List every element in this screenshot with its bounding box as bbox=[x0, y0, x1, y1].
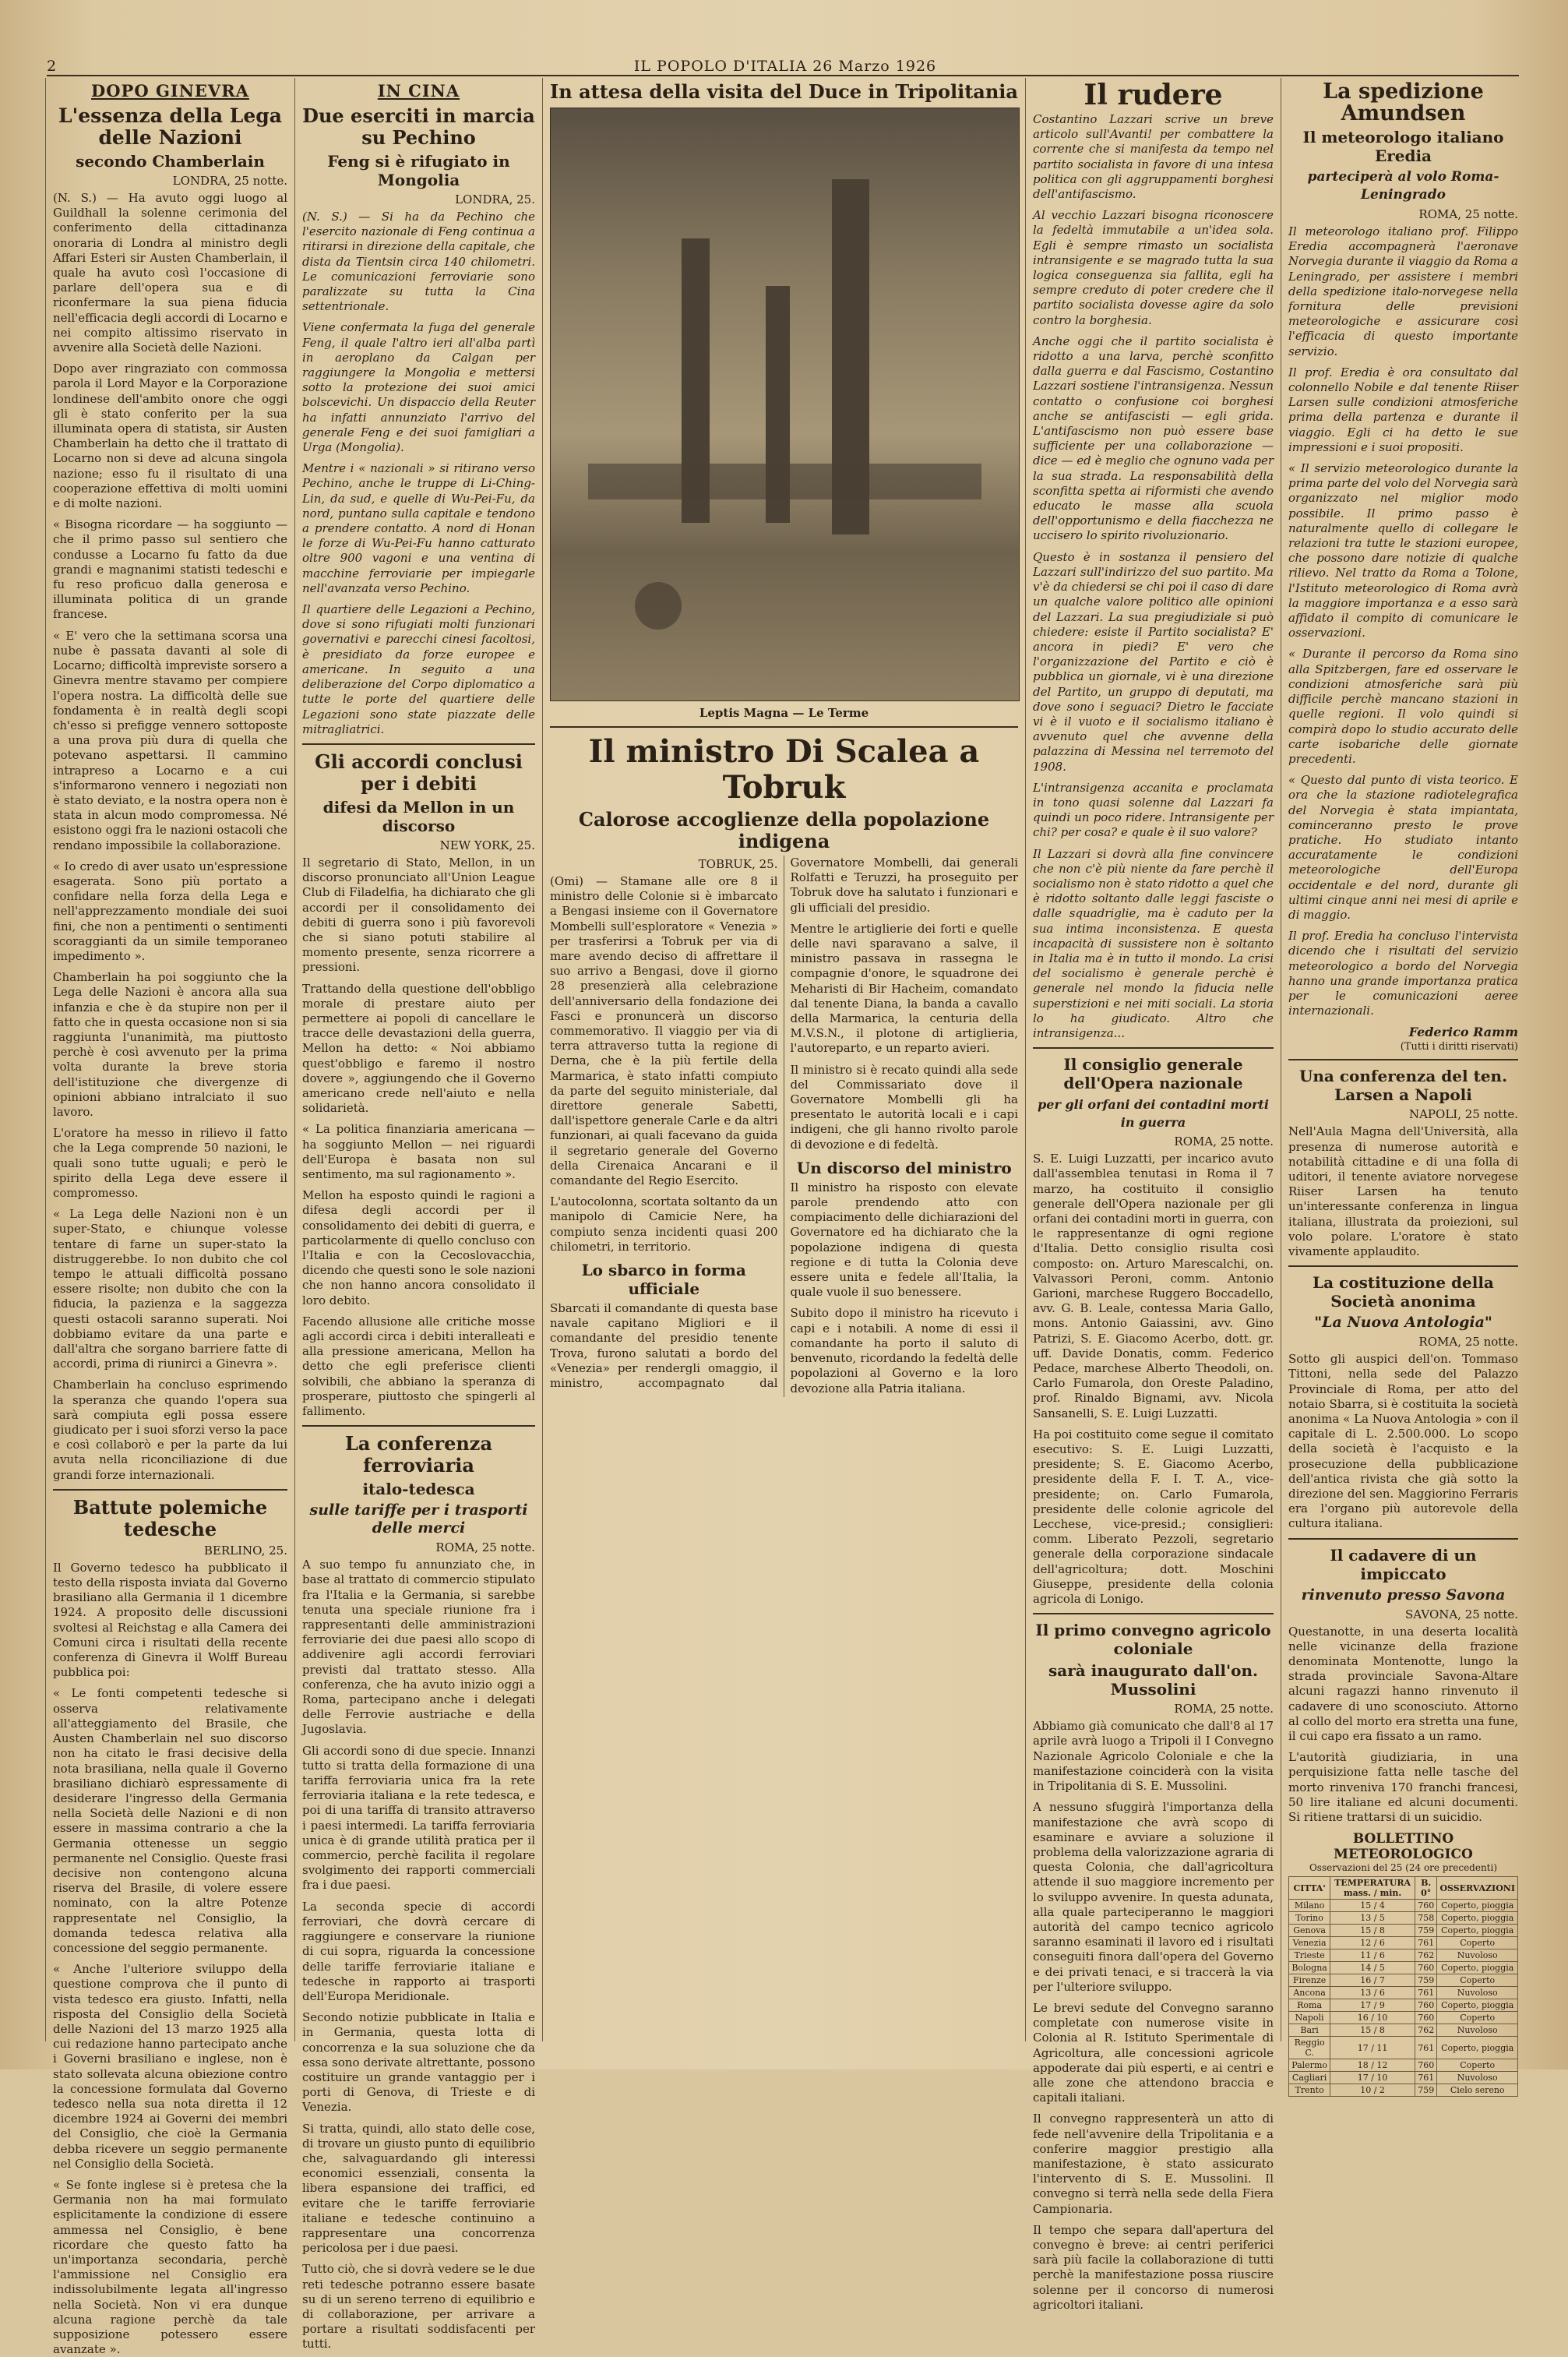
dateline: ROMA, 25 notte. bbox=[1174, 1134, 1274, 1149]
paragraph: Al vecchio Lazzari bisogna riconoscere la fedeltà immutabile a un'idea sola. Egli è sempre rimasto un socialista intransigente e se magrado tutta la sua logica conseguenza sia fallita, egli ha sempre creduto di poter credere che il partito socialista dovesse agire da solo contro la borghesia. bbox=[1033, 208, 1274, 327]
paragraph: (Omi) — Stamane alle ore 8 il ministro delle Colonie si è imbarcato a Bengasi insieme con il Governatore Mombelli sull'esploratore « Venezia » per trasferirsi a Tobruk per via di mare avendo deciso di affrettare il suo arrivo a Bengasi, dove il giorno 28 presenzierà alla celebrazione dell'anniversario della fondazione dei Fasci e pronuncerà un discorso commemorativo. Il viaggio per via di terra attraverso tutta la regione di Derna, che è la più fertile della Marmarica, è stato infatti compiuto da parte del seguito ministeriale, dal direttore generale Sabetti, dall'ispettore generale Carle e da altri funzionari, ai quali facevano da guida il segretario generale del Governo della Cirenaica Ancarani e il comandante del Regio Esercito. bbox=[550, 874, 778, 1188]
weather-column-header: OSSERVAZIONI bbox=[1437, 1877, 1518, 1900]
headline: Il ministro Di Scalea a Tobruk bbox=[588, 733, 980, 806]
paragraph: Il Governo tedesco ha pubblicato il testo della risposta inviata dal Governo brasiliano alla Germania il 1 dicembre 1924. A proposito delle discussioni svoltesi al Reichstag e alla Camera dei Comuni circa i risultati della recente conferenza di Ginevra il Wolff Bureau pubblica poi: bbox=[53, 1560, 287, 1680]
weather-cell: 12 / 6 bbox=[1330, 1937, 1415, 1949]
weather-cell: 760 bbox=[1415, 2012, 1436, 2024]
weather-cell: 762 bbox=[1415, 1949, 1436, 1962]
weather-row bbox=[1289, 2012, 1518, 2024]
weather-row bbox=[1289, 1937, 1518, 1949]
paragraph: « Anche l'ulteriore sviluppo della questione comprova che il punto di vista tedesco era giusto. Infatti, nella risposta del Consiglio della Società delle Nazioni del 13 marzo 1925 alla cui redazione hanno partecipato anche i Governi brasiliano e inglese, non è stato sollevata alcuna obiezione contro la concessione formulata dal Governo tedesco nella sua nota diretta il 12 dicembre 1924 ai Governi dei membri del Consiglio, che cioè la Germania debba ricevere un seggio permanente nel Consiglio della Società. bbox=[53, 1962, 287, 2171]
weather-cell: Trento bbox=[1289, 2084, 1330, 2097]
weather-row bbox=[1289, 2072, 1518, 2084]
photo-caption: Leptis Magna — Le Terme bbox=[699, 706, 869, 720]
weather-row bbox=[1289, 2084, 1518, 2097]
weather-cell: Nuvoloso bbox=[1437, 1949, 1518, 1962]
weather-table bbox=[1288, 1876, 1518, 2097]
paragraph: Il convegno rappresenterà un atto di fede nell'avvenire della Tripolitania e a conferire maggior prestigio alla manifestazione, è stato assicurato l'intervento di S. E. Mussolini. Il convegno si terrà nella sede della Fiera Campionaria. bbox=[1033, 2112, 1274, 2216]
paragraph: Mentre le artiglierie dei forti e quelle delle navi sparavano a salve, il ministro passava in rassegna le compagnie d'onore, le squadrone dei Meharisti di Bir Hacheim, comandato dal tenente Diana, la banda a cavallo della Marmarica, la centuria della M.V.S.N., il plotone di artiglieria, l'autoreparto, e un reparto avieri. bbox=[790, 921, 1018, 1056]
weather-cell: 760 bbox=[1415, 1900, 1436, 1912]
weather-cell: Coperto, pioggia bbox=[1437, 1999, 1518, 2012]
weather-cell: 759 bbox=[1415, 1925, 1436, 1937]
weather-row bbox=[1289, 1974, 1518, 1987]
paragraph: A suo tempo fu annunziato che, in base al trattato di commercio stipulato fra l'Italia e la Germania, si sarebbe tenuta una speciale riunione fra i rappresentanti delle amministrazioni ferroviarie dei due paesi allo scopo di addivenire agli accordi ferroviari previsti dal trattato stesso. Alla conferenza, che ha avuto inizio oggi a Roma, partecipano anche i delegati delle Ferrovie austriache e della Jugoslavia. bbox=[302, 1558, 535, 1737]
paragraph: « Questo dal punto di vista teorico. E ora che la stazione radiotelegrafica del Norvegia è stata impiantata, cominceranno presto le prove pratiche. Ho studiato intanto accuratamente le condizioni meteorologiche dell'Europa occidentale e del nord, durante gli ultimi cinque anni nei mesi di aprile e di maggio. bbox=[1288, 773, 1518, 922]
paragraph: Trattando della questione dell'obbligo morale di prestare aiuto per permettere ai popoli di cancellare le tracce delle devastazioni della guerra, Mellon ha detto: « Noi abbiamo quest'obbligo e faremo il nostro dovere », aggiungendo che il Governo americano crede nell'aiuto e nella solidarietà. bbox=[302, 981, 535, 1116]
paragraph: Il ministro ha risposto con elevate parole prendendo atto con compiacimento delle dichiarazioni del Governatore ed ha dichiarato che la popolazione indigena di questa regione e di tutta la Colonia deve essere unita e fedele all'Italia, la quale vuole il suo benessere. bbox=[790, 1180, 1018, 1300]
subhead: Lo sbarco in forma ufficiale bbox=[581, 1261, 746, 1299]
paragraph: Mentre i « nazionali » si ritirano verso Pechino, anche le truppe di Li-Ching-Lin, da sud, e quelle di Wu-Pei-Fu, da nord, puntano sulla capitale e tendono a prendere contatto. A nord di Honan le forze di Wu-Pei-Fu hanno catturato oltre 900 vagoni e una ventina di macchine ferroviarie per impiegarle nell'avanzata verso Pechino. bbox=[302, 461, 535, 595]
weather-cell: Venezia bbox=[1289, 1937, 1330, 1949]
weather-row bbox=[1289, 1925, 1518, 1937]
paragraph: « Bisogna ricordare — ha soggiunto — che il primo passo sul sentiero che condusse a Locarno fu fatto da due grandi e magnanimi statisti tedeschi e fu reso proficuo dalla generosa e illuminata politica di un grande francese. bbox=[53, 517, 287, 622]
weather-cell: Nuvoloso bbox=[1437, 1987, 1518, 1999]
column-tripolitania bbox=[542, 78, 1025, 2041]
weather-cell: 17 / 11 bbox=[1330, 2037, 1415, 2059]
paragraph: Abbiamo già comunicato che dall'8 al 17 aprile avrà luogo a Tripoli il I Convegno Nazionale Agricolo Coloniale e che la manifestazione coinciderà con la visita in Tripolitania di S. E. Mussolini. bbox=[1033, 1719, 1274, 1794]
headline: La costituzione della Società anonima bbox=[1313, 1273, 1494, 1311]
paragraph: Il Lazzari si dovrà alla fine convincere che non c'è più niente da fare perchè il socialismo non è stato ridotto a quel che è ridotto soltanto dalle leggi fasciste o dalle squadriglie, ma è caduto per la sua intima inconsistenza. E questa incapacità di sussistere non è soltanto in Italia ma è in tutto il mondo. La crisi del socialismo è generale perchè è generale nel mondo la fiducia nelle superstizioni e nei miti sociali. La storia lo ha giudicato. Altro che intransigenza... bbox=[1033, 846, 1274, 1040]
paragraph: Mellon ha esposto quindi le ragioni a difesa degli accordi per il consolidamento dei debiti di guerra, e particolarmente di quello concluso con l'Italia e con la Cecoslovacchia, dicendo che questi sono le sole nazioni che non hanno ancora consolidato il loro debito. bbox=[302, 1188, 535, 1307]
paragraph: Il quartiere delle Legazioni a Pechino, dove si sono rifugiati molti funzionari governativi e parecchi cinesi facoltosi, è presidiato da forze europee e americane. In seguito a una deliberazione del Corpo diplomatico a tutte le porte del quartiere delle Legazioni sono state piazzate delle mitragliatrici. bbox=[302, 602, 535, 736]
paragraph: A nessuno sfuggirà l'importanza della manifestazione che avrà scopo di esaminare e avviare a soluzione il problema della valorizzazione agraria di questa Colonia, che dall'agricoltura attende il suo maggiore incremento per lo sviluppo avvenire. In questa adunata, alla quale parteciperanno le maggiori autorità del campo tecnico agricolo saranno esaminati il lavoro ed i risultati conseguiti finora dall'opera del Governo e dei privati tenaci, e si traccerà la via per l'ulteriore sviluppo. bbox=[1033, 1800, 1274, 1994]
paragraph: Il prof. Eredia è ora consultato dal colonnello Nobile e dal tenente Riiser Larsen sulle condizioni atmosferiche prima della partenza e durante il viaggio. Egli ci ha detto le sue impressioni e i suoi propositi. bbox=[1288, 365, 1518, 454]
paragraph: « Il servizio meteorologico durante la prima parte del volo del Norvegia sarà organizzato nel miglior modo possibile. Il primo passo è naturalmente quello di collegare le relazioni tra tutte le stazioni europee, che possono dare notizie di qualche rilievo. Nel tratto da Roma a Tolone, l'Istituto meteorologico di Roma avrà la maggiore importanza e a esso sarà affidato il compito di comunicare le osservazioni. bbox=[1288, 461, 1518, 640]
paragraph: Sbarcati il comandante di questa base navale capitano Migliori e il comandante del presidio tenente Trova, furono salutati a bordo del «Venezia» per rendergli omaggio, il ministro, accompagnato dal Governatore Mombelli, dai generali Rolfatti e Teruzzi, ha proseguito per Tobruk dove ha salutato i funzionari e gli ufficiali del presidio. bbox=[550, 856, 1018, 1391]
weather-cell: 758 bbox=[1415, 1912, 1436, 1925]
weather-body bbox=[1289, 1900, 1518, 2097]
weather-cell: Cielo sereno bbox=[1437, 2084, 1518, 2097]
weather-row bbox=[1289, 1999, 1518, 2012]
dateline: LONDRA, 25. bbox=[455, 192, 535, 206]
weather-cell: 761 bbox=[1415, 1937, 1436, 1949]
weather-row bbox=[1289, 2037, 1518, 2059]
paragraph: (N. S.) — Si ha da Pechino che l'esercito nazionale di Feng continua a ritirarsi in direzione della capitale, che dista da Tientsin circa 140 chilometri. Le comunicazioni ferroviarie sono paralizzate su tutta la Cina settentrionale. bbox=[302, 210, 535, 314]
paragraph: « Se fonte inglese si è pretesa che la Germania non ha mai formulato esplicitamente la condizione di essere ammessa nel Consiglio, è bene ricordare che questo fatto ha un'importanza secondaria, perchè l'ammissione nel Consiglio era indissolubilmente legata all'ingresso nella Società. Non vi era dunque alcuna ragione perchè da tale supposizione potessero essere avanzate ». bbox=[53, 2177, 287, 2357]
weather-cell: 760 bbox=[1415, 1999, 1436, 2012]
subhead: "La Nuova Antologia" bbox=[1314, 1314, 1492, 1332]
weather-cell: 761 bbox=[1415, 2072, 1436, 2084]
dateline: TOBRUK, 25. bbox=[698, 857, 778, 871]
divider bbox=[550, 726, 1018, 728]
headline: Battute polemiche tedesche bbox=[72, 1495, 268, 1540]
paragraph: Questo è in sostanza il pensiero del Lazzari sull'indirizzo del suo partito. Ma v'è da chiedersi se chi poi il caso di dare un qualche valore politico alle opinioni del Lazzari. La sua pregiudiziale si può chiedere: esiste il Partito socialista? E' ancora in piedi? E' vero che l'organizzazione del Partito e ciò è pubblica un giornale, vi è una direzione del Partito, un gruppo di deputati, ma dove sono i seguaci? Dietro le facciate vi è il vuoto e il socialismo italiano è avvenuto quel che avvenne della palazzina di Messina nel terremoto del 1908. bbox=[1033, 549, 1274, 774]
paragraph: Ha poi costituito come segue il comitato esecutivo: S. E. Luigi Luzzatti, presidente; S. E. Giacomo Acerbo, presidente della F. I. T. A., vice-presidente; on. Carlo Fumarola, presidente delle colonie agricole del Lecchese, vice-presid.; consiglieri: comm. Liberato Pezzoli, segretario generale della corporazione sindacale dell'agricoltura; dott. Moschini Giuseppe, presidente della colonia agricola di Lonigo. bbox=[1033, 1427, 1274, 1607]
divider bbox=[1288, 1538, 1518, 1540]
weather-cell: Nuvoloso bbox=[1437, 2024, 1518, 2037]
paragraph: La seconda specie di accordi ferroviari, che dovrà cercare di raggiungere e conservare la riunione di cui sopra, riguarda la concessione delle tariffe ferroviarie italiane e tedesche in rapporto ai trasporti dell'Europa Meridionale. bbox=[302, 1899, 535, 2003]
paragraph: S. E. Luigi Luzzatti, per incarico avuto dall'assemblea tenutasi in Roma il 7 marzo, ha costituito il consiglio generale dell'Opera nazionale per gli orfani dei contadini morti in guerra, con le rappresentanze di ogni regione d'Italia. Detto consiglio risulta così composto: on. Arturo Marescalchi, on. Valvassori Peroni, comm. Antonio Garioni, marchese Ruggero Boccadello, avv. G. B. Leale, contessa Maria Gallo, mons. Antonio Gaiassini, avv. Gino Patrizi, S. E. Giacomo Acerbo, dott. gr. uff. Davide Donatis, comm. Federico Pedace, marchese Alberto Theodoli, on. Carlo Fumarola, don Oreste Paladino, prof. Rinaldo Bignami, avv. Nicola Sansanelli, S. E. Luigi Luzzatti. bbox=[1033, 1152, 1274, 1420]
headline: Due eserciti in marcia su Pechino bbox=[302, 104, 535, 149]
dateline: NAPOLI, 25 notte. bbox=[1408, 1107, 1518, 1122]
weather-cell: Napoli bbox=[1289, 2012, 1330, 2024]
dateline: NEW YORK, 25. bbox=[439, 838, 535, 852]
headline: Il primo convegno agricolo coloniale bbox=[1035, 1621, 1271, 1659]
weather-cell: Cagliari bbox=[1289, 2072, 1330, 2084]
subhead: per gli orfani dei contadini morti in guerra bbox=[1038, 1097, 1269, 1131]
weather-column-header: TEMPERATURA mass. / min. bbox=[1330, 1877, 1415, 1900]
weather-cell: Palermo bbox=[1289, 2059, 1330, 2072]
weather-cell: 17 / 9 bbox=[1330, 1999, 1415, 2012]
headline: La spedizione Amundsen bbox=[1323, 79, 1484, 125]
paragraph: Sotto gli auspici dell'on. Tommaso Tittoni, nella sede del Palazzo Provinciale di Roma, per atto del notaio Sbarra, si è costituita la società anonima « La Nuova Antologia » con il capitale di L. 2.500.000. Lo scopo della società è l'acquisto e la prosecuzione della pubblicazione dell'antica rivista che già sotto la direzione del sen. Maggiorino Ferraris era l'organo più autorevole della cultura italiana. bbox=[1288, 1352, 1518, 1531]
dateline: SAVONA, 25 notte. bbox=[1405, 1607, 1518, 1621]
divider bbox=[1288, 1265, 1518, 1267]
weather-cell: Ancona bbox=[1289, 1987, 1330, 1999]
weather-cell: 15 / 8 bbox=[1330, 1925, 1415, 1937]
headline: Il cadavere di un impiccato bbox=[1330, 1545, 1477, 1583]
weather-cell: Reggio C. bbox=[1289, 2037, 1330, 2059]
paragraph: Il tempo che separa dall'apertura del convegno è breve: ai centri periferici sarà più facile la collaborazione di tutti perchè la manifestazione possa riuscire solenne per il concorso di numerosi agricoltori italiani. bbox=[1033, 2222, 1274, 2312]
weather-cell: Torino bbox=[1289, 1912, 1330, 1925]
paragraph: Il ministro si è recato quindi alla sede del Commissariato dove il Governatore Mombelli gli ha presentato le autorità locali e i capi indigeni, che gli hanno rivolto parole di devozione e di fedeltà. bbox=[790, 1062, 1018, 1152]
dateline: ROMA, 25 notte. bbox=[1418, 1335, 1518, 1350]
headline: Gli accordi conclusi per i debiti bbox=[315, 750, 523, 795]
paragraph: Subito dopo il ministro ha ricevuto i capi e i notabili. A nome di essi il comandante ha porto il saluto di benvenuto, ricordando la fedeltà delle popolazioni al Governo e la loro devozione alla Patria italiana. bbox=[790, 1306, 1018, 1395]
weather-cell: Coperto, pioggia bbox=[1437, 1962, 1518, 1974]
dateline: ROMA, 25 notte. bbox=[1174, 1702, 1274, 1717]
subhead: Calorose accoglienze della popolazione indigena bbox=[578, 808, 990, 852]
weather-cell: 10 / 2 bbox=[1330, 2084, 1415, 2097]
weather-row bbox=[1289, 2059, 1518, 2072]
weather-column-header: CITTA' bbox=[1289, 1877, 1330, 1900]
weather-row bbox=[1289, 2024, 1518, 2037]
weather-cell: Coperto bbox=[1437, 1974, 1518, 1987]
weather-cell: 14 / 5 bbox=[1330, 1962, 1415, 1974]
column-amundsen bbox=[1281, 78, 1525, 2096]
article-columns bbox=[550, 856, 1018, 1397]
subhead: difesi da Mellon in un discorso bbox=[322, 797, 515, 835]
author-signature: Federico Ramm bbox=[1408, 1025, 1518, 1040]
weather-cell: Trieste bbox=[1289, 1949, 1330, 1962]
rights-notice: (Tutti i diritti riservati) bbox=[1400, 1041, 1518, 1053]
weather-cell: 11 / 6 bbox=[1330, 1949, 1415, 1962]
weather-cell: 13 / 6 bbox=[1330, 1987, 1415, 1999]
weather-cell: Coperto, pioggia bbox=[1437, 1925, 1518, 1937]
dateline: ROMA, 25 notte. bbox=[435, 1540, 535, 1555]
paragraph: Il segretario di Stato, Mellon, in un discorso pronunciato all'Union League Club di Filadelfia, ha dichiarato che gli accordi per il consolidamento dei debiti di guerra sono i più favorevoli che si siano potuti stabilire al momento presente, senza ricorrere a pressioni. bbox=[302, 855, 535, 975]
headline: La conferenza ferroviaria bbox=[345, 1432, 492, 1477]
weather-cell: 760 bbox=[1415, 2059, 1436, 2072]
weather-cell: Firenze bbox=[1289, 1974, 1330, 1987]
paragraph: Facendo allusione alle critiche mosse agli accordi circa i debiti interalleati e alla pressione americana, Mellon ha detto che egli preferisce clienti solvibili, che abbiano la speranza di prosperare, piuttosto che spingerli al fallimento. bbox=[302, 1314, 535, 1419]
paragraph: Costantino Lazzari scrive un breve articolo sull'Avanti! per combattere la corrente che si manifesta da tempo nel partito socialista in favore di una intesa politica con gli aggruppamenti borghesi dell'antifascismo. bbox=[1033, 112, 1274, 202]
paragraph: Chamberlain ha poi soggiunto che la Lega delle Nazioni è ancora alla sua infanzia e che è da stupire non per il fatto che in questa occasione non si sia raggiunta l'unanimità, ma piuttosto perchè è così avvenuto per la prima volta durante la breve storia dell'istituzione che divergenze di opinioni abbiano intralciato il suo lavoro. bbox=[53, 970, 287, 1119]
headline: In attesa della visita del Duce in Tripolitania bbox=[550, 80, 1018, 103]
weather-cell: 16 / 7 bbox=[1330, 1974, 1415, 1987]
weather-cell: 761 bbox=[1415, 1987, 1436, 1999]
weather-row bbox=[1289, 1912, 1518, 1925]
paragraph: Le brevi sedute del Convegno saranno completate con numerose visite in Colonia al R. Istituto Sperimentale di Agricoltura, alle concessioni agricole appoderate dai più esperti, e ai centri e alle zone che attendono braccia e capitali italiani. bbox=[1033, 2000, 1274, 2105]
weather-row bbox=[1289, 1949, 1518, 1962]
weather-cell: 759 bbox=[1415, 2084, 1436, 2097]
weather-cell: 759 bbox=[1415, 1974, 1436, 1987]
subhead: Feng si è rifugiato in Mongolia bbox=[327, 152, 510, 189]
weather-cell: Coperto bbox=[1437, 2059, 1518, 2072]
paragraph: Questanotte, in una deserta località nelle vicinanze della frazione denominata Montenotte, lungo la strada provinciale Savona-Altare alcuni ragazzi hanno rinvenuto il cadavere di uno sconosciuto. Attorno al collo del morto era stretta una fune, il cui capo era fissato a un ramo. bbox=[1288, 1624, 1518, 1744]
weather-cell: Bologna bbox=[1289, 1962, 1330, 1974]
paragraph: (N. S.) — Ha avuto oggi luogo al Guildhall la solenne cerimonia del conferimento della cittadinanza onoraria di Londra al ministro degli Affari Esteri sir Austen Chamberlain, il quale ha avuto così l'occasione di parlare dell'opera sua e di riconfermare la sua piena fiducia nell'efficacia degli accordi di Locarno e nei compito altissimo riservato in avvenire alla Società delle Nazioni. bbox=[53, 191, 287, 355]
weather-title: BOLLETTINO METEOROLOGICO bbox=[1334, 1831, 1473, 1863]
subhead: rinvenuto presso Savona bbox=[1301, 1586, 1506, 1604]
paragraph: « La Lega delle Nazioni non è un super-Stato, e chiunque volesse tentare di farne un super-stato la distruggerebbe. Io non dubito che col tempo le attuali difficoltà possano essere risolte; non dubito che con la fiducia, la pazienza e la saggezza questi ostacoli saranno superati. Noi dobbiamo evitare da una parte e dall'altra che sorgano barriere fatte di accordi, prima di riunirci a Ginevra ». bbox=[53, 1207, 287, 1371]
weather-subtitle: Osservazioni del 25 (24 ore precedenti) bbox=[1309, 1862, 1498, 1874]
weather-cell: Coperto, pioggia bbox=[1437, 1900, 1518, 1912]
weather-header-row bbox=[1289, 1877, 1518, 1900]
paragraph: « Le fonti competenti tedesche si osserva relativamente all'atteggiamento del Brasile, che Austen Chamberlain nel suo discorso non ha citato le frasi decisive della nota brasiliana, nella quale il Governo brasiliano dichiarò espressamente di desiderare l'ingresso della Germania nella Società delle Nazioni e di non essere in massima contrario a che la Germania ottenesse un seggio permanente nel Consiglio. Queste frasi decisive non contengono alcuna riserva del Brasile, di volere essere nominato, con la altre Potenze rappresentate nel Consiglio, la domanda tedesca relativa alla concessione del seggio permanente. bbox=[53, 1686, 287, 1955]
weather-cell: Roma bbox=[1289, 1999, 1330, 2012]
weather-cell: Coperto bbox=[1437, 2012, 1518, 2024]
subhead: parteciperà al volo Roma-Leningrado bbox=[1307, 169, 1499, 203]
weather-cell: Milano bbox=[1289, 1900, 1330, 1912]
weather-cell: 760 bbox=[1415, 1962, 1436, 1974]
paragraph: L'autorità giudiziaria, in una perquisizione fatta nelle tasche del morto rinveniva 170 franchi francesi, 50 lire italiane ed alcuni documenti. Si ritiene trattarsi di un suicidio. bbox=[1288, 1750, 1518, 1825]
weather-column-header: B. 0° bbox=[1415, 1877, 1436, 1900]
paragraph: « La politica finanziaria americana — ha soggiunto Mellon — nei riguardi dell'Europa è basata non sul sentimento, ma sul ragionamento ». bbox=[302, 1122, 535, 1181]
divider bbox=[302, 743, 535, 745]
subhead: sulle tariffe per i trasporti delle merci bbox=[309, 1501, 528, 1537]
paragraph: Si tratta, quindi, allo stato delle cose, di trovare un giusto punto di equilibrio che, salvaguardando gli interessi economici essenziali, consenta la libera espansione dei traffici, ed evitare che le tariffe ferroviarie italiane e tedesche continuino a rappresentare una concorrenza pericolosa per i due paesi. bbox=[302, 2121, 535, 2256]
divider bbox=[302, 1425, 535, 1427]
weather-cell: Coperto bbox=[1437, 1937, 1518, 1949]
photo-leptis-magna bbox=[550, 108, 1020, 701]
weather-cell: 761 bbox=[1415, 2037, 1436, 2059]
paragraph: Il prof. Eredia ha concluso l'intervista dicendo che i risultati del servizio meteorologico a bordo del Norvegia hanno una grande importanza pratica per le comunicazioni aeree internazionali. bbox=[1288, 929, 1518, 1018]
weather-cell: Coperto, pioggia bbox=[1437, 2037, 1518, 2059]
paragraph: L'autocolonna, scortata soltanto da un manipolo di Camicie Nere, ha compiuto senza incidenti quasi 200 chilometri, in territorio. bbox=[550, 1194, 778, 1254]
paragraph: Secondo notizie pubblicate in Italia e in Germania, questa lotta di concorrenza e la sua soluzione che da essa sono derivate altrettante, possono costituire un grande vantaggio per i porti di Genova, di Trieste e di Venezia. bbox=[302, 2010, 535, 2115]
paragraph: « E' vero che la settimana scorsa una nube è passata davanti al sole di Locarno; difficoltà impreviste sorsero a Ginevra mentre stavamo per compiere l'opera nostra. La difficoltà delle sue fondamenta è in realtà degli scopi ch'esso si prefigge vennero sottoposte a una prova più dura di quella che potevano aspettarsi. Il cammino intrapreso a Locarno e a cui s'informarono vennero i negoziati non è stato deviato, e la nostra opera non è stata in alcun modo compromessa. Né esistono oggi fra le nazioni ostacoli che rendano impossibile la collaborazione. bbox=[53, 628, 287, 852]
paragraph: Il meteorologo italiano prof. Filippo Eredia accompagnerà l'aeronave Norvegia durante il viaggio da Roma a Leningrado, per assistere i membri della spedizione italo-norvegese nella fornitura delle previsioni meteorologiche e assicurare così l'efficacia di questo importante servizio. bbox=[1288, 224, 1518, 358]
headline: Il consiglio generale dell'Opera nazionale bbox=[1063, 1055, 1243, 1093]
column-dopo-ginevra bbox=[45, 78, 294, 2357]
weather-cell: 16 / 10 bbox=[1330, 2012, 1415, 2024]
divider bbox=[1033, 1613, 1274, 1614]
paragraph: Gli accordi sono di due specie. Innanzi tutto si tratta della formazione di una tariffa ferroviaria unica fra la rete ferroviaria italiana e la rete tedesca, e poi di una tariffa di transito attraverso i paesi intermedi. La tariffa ferroviaria unica è di grande utilità pratica per il commercio, perchè facilita il regolare svolgimento dei rapporti commerciali fra i due paesi. bbox=[302, 1743, 535, 1893]
photo-stone bbox=[635, 582, 682, 630]
masthead bbox=[47, 56, 1519, 76]
subhead: sarà inaugurato dall'on. Mussolini bbox=[1048, 1661, 1258, 1699]
weather-cell: 18 / 12 bbox=[1330, 2059, 1415, 2072]
weather-cell: 762 bbox=[1415, 2024, 1436, 2037]
kicker: DOPO GINEVRA bbox=[91, 81, 249, 101]
photo-wall-ruin bbox=[588, 464, 981, 499]
weather-cell: 15 / 8 bbox=[1330, 2024, 1415, 2037]
divider bbox=[53, 1489, 287, 1491]
column-in-cina bbox=[294, 78, 542, 2352]
subhead: Un discorso del ministro bbox=[796, 1158, 1012, 1177]
paragraph: Dopo aver ringraziato con commossa parola il Lord Mayor e la Corporazione londinese dell'ambito onore che oggi gli è stato conferito per la sua illuminata opera di statista, sir Austen Chamberlain ha detto che il trattato di Locarno non si deve ad alcuna singola nazione; esso fu il risultato di una cooperazione effettiva di molti uomini e di molte nazioni. bbox=[53, 362, 287, 511]
paragraph: L'oratore ha messo in rilievo il fatto che la Lega comprende 50 nazioni, le quali sono tutte uguali; e però le spirito della Lega deve essere il compromesso. bbox=[53, 1126, 287, 1200]
page-number: 2 bbox=[47, 58, 57, 75]
weather-row bbox=[1289, 1987, 1518, 1999]
headline: Il rudere bbox=[1084, 79, 1223, 111]
dateline: LONDRA, 25 notte. bbox=[172, 174, 287, 188]
paragraph: « Io credo di aver usato un'espressione esagerata. Sono più portato a confidare nella forza della Lega e nell'apprezzamento mondiale dei suoi fini, che non a pentimenti o sentimenti scoraggianti da un simile temporaneo impedimento ». bbox=[53, 859, 287, 963]
divider bbox=[1288, 1059, 1518, 1060]
masthead-title: IL POPOLO D'ITALIA 26 Marzo 1926 bbox=[633, 58, 937, 75]
dateline: ROMA, 25 notte. bbox=[1418, 207, 1518, 221]
headline: Una conferenza del ten. Larsen a Napoli bbox=[1298, 1067, 1508, 1105]
weather-cell: Bari bbox=[1289, 2024, 1330, 2037]
weather-row bbox=[1289, 1962, 1518, 1974]
paragraph: Viene confermata la fuga del generale Feng, il quale l'altro ieri all'alba partì in aeroplano da Calgan per raggiungere la Mongolia e mettersi sotto la protezione dei suoi amici bolscevichi. Un dispaccio della Reuter ha infatti annunziato l'arrivo del generale Feng e dei suoi famigliari a Urga (Mongolia). bbox=[302, 320, 535, 455]
paragraph: Tutto ciò, che si dovrà vedere se le due reti tedesche potranno essere basate su di un sereno terreno di equilibrio e di collaborazione, per arrivare a portare a risultati soddisfacenti per tutti. bbox=[302, 2262, 535, 2352]
paragraph: Chamberlain ha concluso esprimendo la speranza che quando l'opera sua sarà compiuta egli possa essere giudicato per i suoi sforzi verso la pace e così collaborò e per la parte da lui avuta nella riconciliazione di due grandi forze internazionali. bbox=[53, 1378, 287, 1482]
kicker: IN CINA bbox=[377, 81, 460, 101]
weather-cell: 15 / 4 bbox=[1330, 1900, 1415, 1912]
dateline: BERLINO, 25. bbox=[203, 1543, 287, 1558]
divider bbox=[1033, 1047, 1274, 1049]
weather-cell: Genova bbox=[1289, 1925, 1330, 1937]
headline: L'essenza della Lega delle Nazioni bbox=[58, 104, 282, 149]
masthead-spacer bbox=[1514, 58, 1519, 75]
paragraph: « Durante il percorso da Roma sino alla Spitzbergen, fare ed osservare le condizioni atmosferiche sarà più difficile perchè mancano stazioni in quelle regioni. Il volo quindi si compirà dopo lo studio accurato delle carte isobariche delle giornate precedenti. bbox=[1288, 647, 1518, 766]
subhead: Il meteorologo italiano Eredia bbox=[1302, 128, 1504, 165]
column-il-rudere bbox=[1025, 78, 1281, 2312]
subhead: secondo Chamberlain bbox=[76, 152, 265, 171]
weather-cell: 17 / 10 bbox=[1330, 2072, 1415, 2084]
weather-cell: 13 / 5 bbox=[1330, 1912, 1415, 1925]
paragraph: Nell'Aula Magna dell'Università, alla presenza di numerose autorità e notabilità cittadine e di una folla di uditori, il tenente aviatore norvegese Riiser Larsen ha tenuto un'interessante conferenza in lingua italiana, illustrata da proiezioni, sul volo polare. L'oratore è stato vivamente applaudito. bbox=[1288, 1124, 1518, 1258]
weather-cell: Nuvoloso bbox=[1437, 2072, 1518, 2084]
paragraph: Anche oggi che il partito socialista è ridotto a una larva, perchè sconfitto dalla guerra e dal Fascismo, Costantino Lazzari sostiene l'intransigenza. Nessun contatto o confusione coi borghesi anche se antifascisti — egli grida. L'antifascismo non può essere base sufficiente per una collaborazione — dice — ed è meglio che ognuno vada per la sua strada. La responsabilità della sconfitta spetta ai riformisti che avendo educato le masse alla scuola dell'opportunismo e della fiacchezza ne uccisero lo spirito rivoluzionario. bbox=[1033, 333, 1274, 543]
subhead: italo-tedesca bbox=[362, 1480, 475, 1499]
paragraph: L'intransigenza accanita e proclamata in tono quasi solenne dal Lazzari fa quindi un poco ridere. Intransigente per chi? per cosa? e quale è il suo valore? bbox=[1033, 780, 1274, 840]
weather-row bbox=[1289, 1900, 1518, 1912]
weather-cell: Coperto, pioggia bbox=[1437, 1912, 1518, 1925]
